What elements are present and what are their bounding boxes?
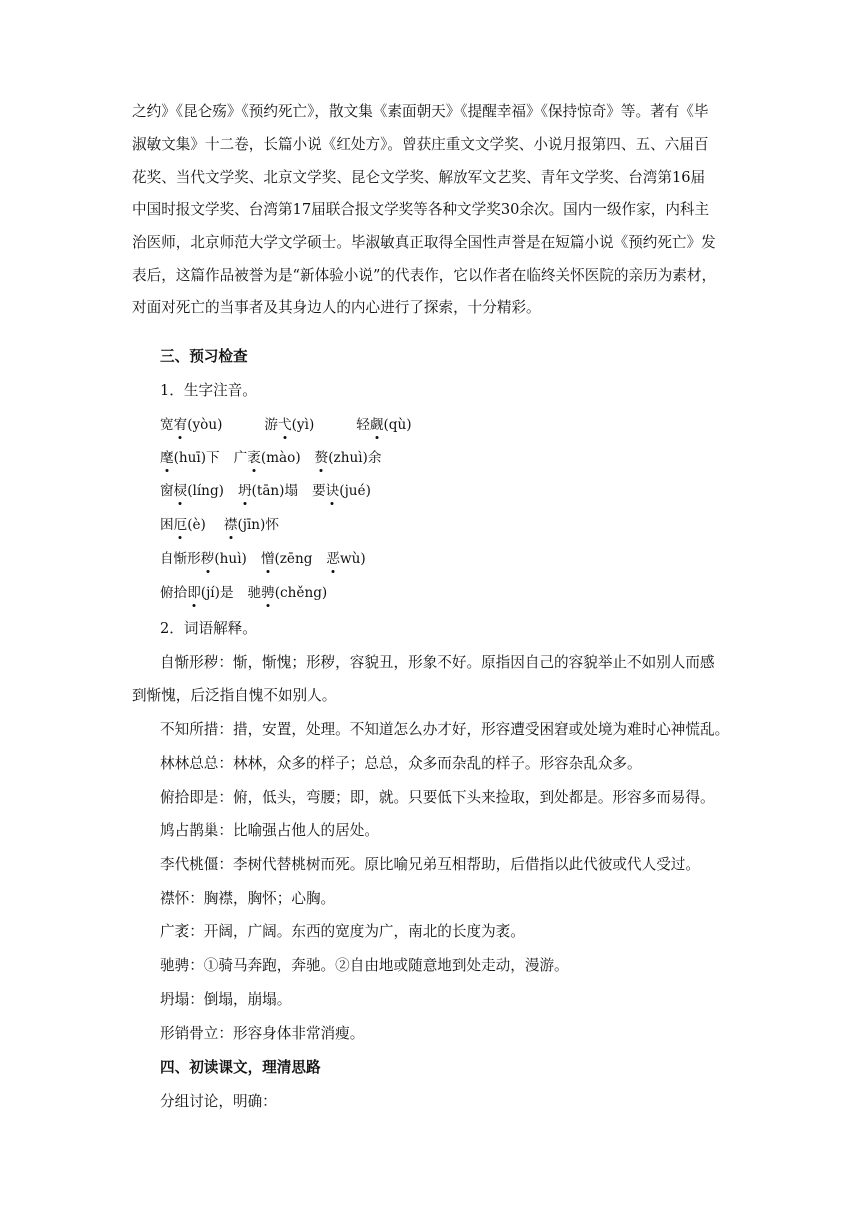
intro-line: 花奖、当代文学奖、北京文学奖、昆仑文学奖、解放军文艺奖、青年文学奖、台湾第16届 <box>132 169 706 186</box>
intro-line: 治医师，北京师范大学文学硕士。毕淑敏真正取得全国性声誉是在短篇小说《预约死亡》发 <box>132 234 716 251</box>
intro-line: 中国时报文学奖、台湾第17届联合报文学奖等各种文学奖30余次。国内一级作家，内科主 <box>132 201 710 218</box>
definition-item: 驰骋：①骑马奔跑，奔驰。②自由地或随意地到处走动，漫游。 <box>160 957 569 974</box>
definition-line: 自惭形秽：惭，惭愧；形秽，容貌丑，形象不好。原指因自己的容貌举止不如别人而感 <box>160 654 715 671</box>
definition-item: 广袤：开阔，广阔。东西的宽度为广，南北的长度为袤。 <box>160 923 525 940</box>
pinyin-row: 宽宥(yòu) 游弋(yì) 轻觑(qù) <box>160 417 412 433</box>
definition-item: 坍塌：倒塌，崩塌。 <box>160 991 292 1008</box>
definition-item: 鸠占鹊巢：比喻强占他人的居处。 <box>160 822 379 839</box>
section-heading-first-reading: 四、初读课文，理清思路 <box>160 1059 321 1076</box>
definition-line: 到惭愧，后泛指自愧不如别人。 <box>132 687 337 704</box>
definition-item: 林林总总：林林，众多的样子；总总，众多而杂乱的样子。形容杂乱众多。 <box>160 755 642 772</box>
definition-item: 形销骨立：形容身体非常消瘦。 <box>160 1025 365 1042</box>
intro-line: 表后，这篇作品被誉为是“新体验小说”的代表作，它以作者在临终关怀医院的亲历为素材， <box>132 267 717 284</box>
intro-line: 淑敏文集》十二卷，长篇小说《红处方》。曾获庄重文文学奖、小说月报第四、五、六届百 <box>132 136 709 153</box>
intro-line: 对面对死亡的当事者及其身边人的内心进行了探索，十分精彩。 <box>132 299 541 316</box>
subheading-vocabulary: 2．词语解释。 <box>160 620 257 637</box>
pinyin-row: 自惭形秽(huì) 憎(zēng 恶wù) <box>160 551 366 567</box>
definition-item: 俯拾即是：俯，低头，弯腰；即，就。只要低下头来捡取，到处都是。形容多而易得。 <box>160 789 715 806</box>
definition-item: 不知所措：措，安置，处理。不知道怎么办才好，形容遭受困窘或处境为难时心神慌乱。 <box>160 721 730 738</box>
intro-line: 之约》《昆仑殇》《预约死亡》，散文集《素面朝天》《提醒幸福》《保持惊奇》等。著有《毕 <box>132 103 709 120</box>
section-heading-preview-check: 三、预习检查 <box>160 348 248 365</box>
pinyin-row: 俯拾即(jí)是 驰骋(chěng) <box>160 585 328 601</box>
definition-item: 李代桃僵：李树代替桃树而死。原比喻兄弟互相帮助，后借指以此代彼或代人受过。 <box>160 856 700 873</box>
pinyin-row: 困厄(è) 襟(jīn)怀 <box>160 517 279 533</box>
subheading-pinyin: 1．生字注音。 <box>160 382 257 399</box>
definition-item: 襟怀：胸襟，胸怀；心胸。 <box>160 890 336 907</box>
pinyin-row: 麾(huī)下 广袤(mào) 赘(zhuì)余 <box>160 450 382 466</box>
body-text: 分组讨论，明确： <box>160 1093 277 1110</box>
pinyin-row: 窗棂(líng) 坍(tān)塌 要诀(jué) <box>160 483 371 499</box>
